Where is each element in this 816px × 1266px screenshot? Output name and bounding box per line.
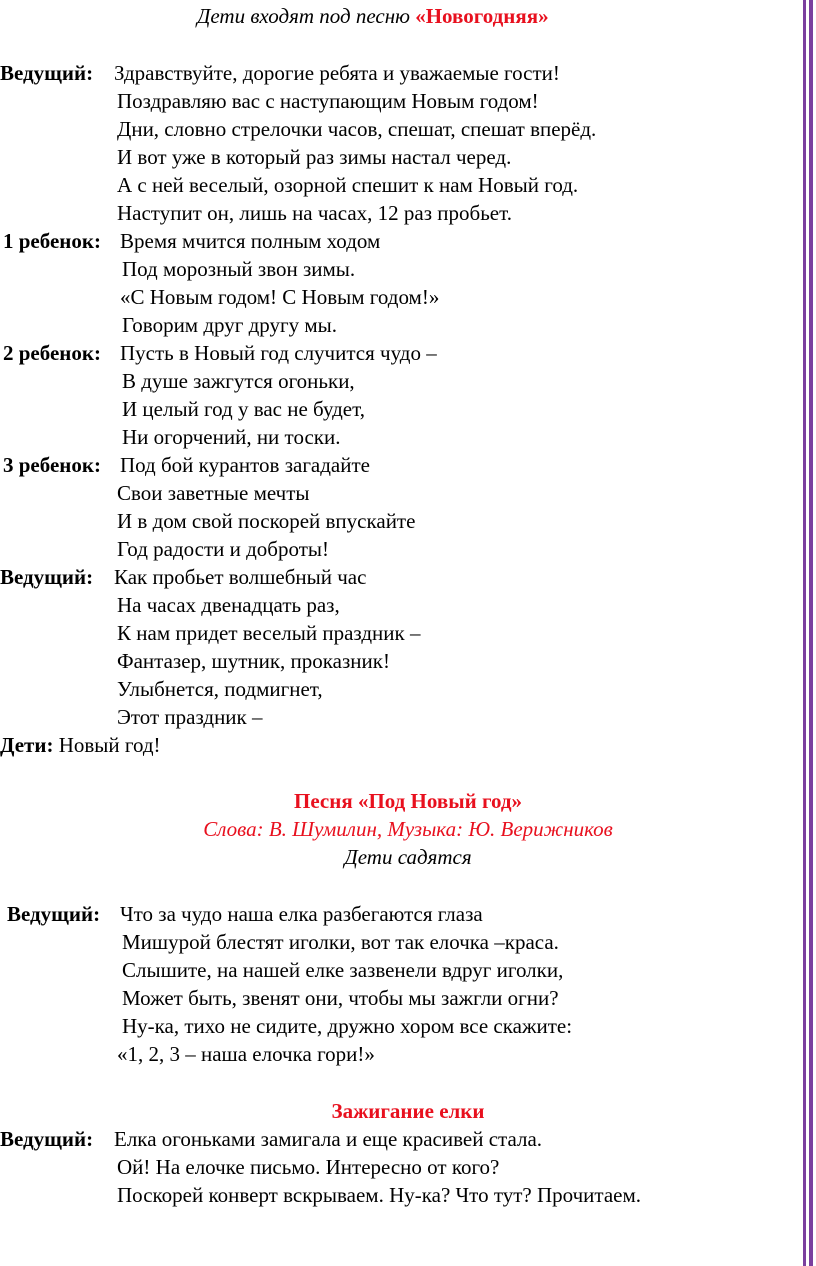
intro-line [197,2,549,30]
child-2-line-1: Пусть в Новый год случится чудо – [120,341,437,365]
child-3-line-2: Свои заветные мечты [117,481,310,505]
speaker-host-4: Ведущий: [0,1127,94,1151]
host-3-line-1: Что за чудо наша елка разбегаются глаза [120,902,483,926]
host-1-line-3: Дни, словно стрелочки часов, спешат, спешат вперёд. [117,117,597,141]
host-2-line-3: К нам придет веселый праздник – [117,621,421,645]
host-1-line-1: Здравствуйте, дорогие ребята и уважаемые гости! [114,61,560,85]
child-3-line-4: Год радости и доброты! [117,537,329,561]
host-2-line-1: Как пробьет волшебный час [114,565,367,589]
host-3-line-5: Ну-ка, тихо не сидите, дружно хором все скажите: [122,1014,573,1038]
song-2-title: Песня «Под Новый год» [294,789,522,813]
child-3-line-3: И в дом свой поскорей впускайте [117,509,416,533]
speaker-child-1: 1 ребенок: [3,229,101,253]
child-2-line-3: И целый год у вас не будет, [122,397,365,421]
child-1-line-2: Под морозный звон зимы. [122,257,356,281]
host-3-line-4: Может быть, звенят они, чтобы мы зажгли огни? [122,986,559,1010]
child-1-line-4: Говорим друг другу мы. [122,313,338,337]
host-2-line-4: Фантазер, шутник, проказник! [117,649,390,673]
intro-prefix: Дети входят под песню [197,4,416,28]
page-border-outer [809,0,813,1266]
host-2-line-5: Улыбнется, подмигнет, [117,677,323,701]
host-3-line-2: Мишурой блестят иголки, вот так елочка –краса. [122,930,559,954]
host-3-line-6: «1, 2, 3 – наша елочка гори!» [117,1042,375,1066]
speaker-host-1: Ведущий: [0,61,94,85]
host-1-line-5: А с ней веселый, озорной спешит к нам Новый год. [117,173,579,197]
host-4-line-1: Елка огоньками замигала и еще красивей стала. [114,1127,543,1151]
host-3-line-3: Слышите, на нашей елке зазвенели вдруг иголки, [122,958,564,982]
song-2-action: Дети садятся [344,845,472,869]
page-border-inner [803,0,806,1266]
host-1-line-2: Поздравляю вас с наступающим Новым годом! [117,89,539,113]
speaker-children: Дети: [0,733,54,757]
child-2-line-4: Ни огорчений, ни тоски. [122,425,341,449]
host-2-line-2: На часах двенадцать раз, [117,593,340,617]
children-reply: Новый год! [58,733,161,757]
speaker-host-3: Ведущий: [7,902,101,926]
host-4-line-3: Поскорей конверт вскрываем. Ну-ка? Что тут? Прочитаем. [117,1183,642,1207]
intro-song-title: «Новогодняя» [415,4,549,28]
speaker-child-2: 2 ребенок: [3,341,101,365]
host-1-line-6: Наступит он, лишь на часах, 12 раз пробьет. [117,201,512,225]
child-1-line-1: Время мчится полным ходом [120,229,381,253]
speaker-host-2: Ведущий: [0,565,94,589]
child-3-line-1: Под бой курантов загадайте [120,453,370,477]
child-2-line-2: В душе зажгутся огоньки, [122,369,355,393]
host-2-line-6: Этот праздник – [117,705,263,729]
children-line [0,731,161,759]
host-1-line-4: И вот уже в который раз зимы настал черед. [117,145,512,169]
child-1-line-3: «С Новым годом! С Новым годом!» [120,285,440,309]
host-4-line-2: Ой! На елочке письмо. Интересно от кого? [117,1155,500,1179]
section-tree-lighting-title: Зажигание елки [331,1099,485,1123]
song-2-credits: Слова: В. Шумилин, Музыка: Ю. Верижников [203,817,613,841]
speaker-child-3: 3 ребенок: [3,453,101,477]
